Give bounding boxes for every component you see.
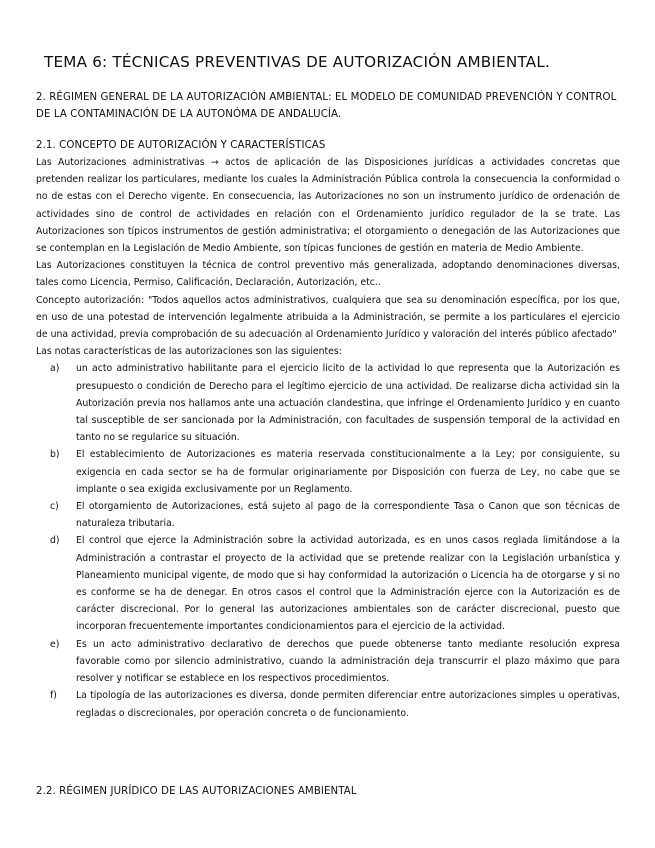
document-title: TEMA 6: TÉCNICAS PREVENTIVAS DE AUTORIZACIÓN AMBIENTAL. bbox=[44, 53, 551, 71]
list-item bbox=[36, 687, 620, 721]
section-2-1-body bbox=[36, 154, 620, 722]
list-item-label: c) bbox=[50, 501, 59, 513]
list-item-text: un acto administrativo habilitante para el ejercicio licito de la actividad lo que representa que la Autorización es presupuesto o condición de Derecho para el legítimo ejercicio de una actividad. De realizarse dicha actividad sin la Autorización previa nos hallamos ante una actuación clandestina, que infringe el Ordenamiento Jurídico y en cuanto tal susceptible de ser sancionada por la Administración, con facultades de suspensión temporal de la actividad en tanto no se regularice su situación. bbox=[76, 363, 620, 444]
characteristics-list bbox=[36, 360, 620, 721]
list-item-text: El establecimiento de Autorizaciones es materia reservada constitucionalmente a la Ley; por consiguiente, su exigencia en cada sector se ha de formular originariamente por Disposición con fuerza de Ley, no cabe que se implante o sea exigida exclusivamente por un Reglamento. bbox=[76, 449, 620, 495]
list-item bbox=[36, 360, 620, 446]
list-item-label: b) bbox=[50, 449, 60, 461]
list-item bbox=[36, 446, 620, 498]
list-item-label: e) bbox=[50, 638, 60, 650]
list-item-text: El control que ejerce la Administración sobre la actividad autorizada, es en unos casos reglada limitándose a la Administración a contrastar el proyecto de la actividad que se pretende realizar con la Legislación urbanística y Planeamiento municipal vigente, de modo que si hay conformidad la autorización o Licencia ha de otorgarse y si no es conforme se ha de denegar. En otros casos el control que la Administración ejerce con la Autorización es de carácter discrecional. Por lo general las autorizaciones ambientales son de carácter discrecional, puesto que incorporan frecuentemente importantes condicionamientos para el ejercicio de la actividad. bbox=[76, 535, 620, 633]
paragraph-concept: Concepto autorización: "Todos aquellos actos administrativos, cualquiera que sea su denominación específica, por los que, en uso de una potestad de intervención legalmente atribuida a la Administración, se permite a los particulares el ejercicio de una actividad, previa comprobación de su adecuación al Ordenamiento Jurídico y valoración del interés público afectado" bbox=[36, 294, 620, 341]
section-2-1-heading: 2.1. CONCEPTO DE AUTORIZACIÓN Y CARACTERÍSTICAS bbox=[36, 140, 326, 151]
section-2-heading: 2. RÉGIMEN GENERAL DE LA AUTORIZACIÓN AMBIENTAL: EL MODELO DE COMUNIDAD PREVENCIÓN Y CONTROL DE LA CONTAMINACIÓN DE LA AUTONÓMA DE ANDALUCÍA. bbox=[36, 92, 617, 120]
list-item-label: d) bbox=[50, 535, 60, 547]
list-item-text: El otorgamiento de Autorizaciones, está sujeto al pago de la correspondiente Tasa o Canon que son técnicas de naturaleza tributaria. bbox=[76, 501, 620, 530]
paragraph-notes-intro: Las notas características de las autorizaciones son las siguientes: bbox=[36, 346, 342, 358]
list-item bbox=[36, 532, 620, 635]
paragraph-preventive-control: Las Autorizaciones constituyen la técnica de control preventivo más generalizada, adoptando denominaciones diversas, tales como Licencia, Permiso, Calificación, Declaración, Autorización, etc.. bbox=[36, 260, 620, 289]
list-item bbox=[36, 498, 620, 532]
list-item-text: La tipología de las autorizaciones es diversa, donde permiten diferenciar entre autorizaciones simples u operativas, regladas o discrecionales, por operación concreta o de funcionamiento. bbox=[76, 690, 620, 719]
list-item bbox=[36, 636, 620, 688]
paragraph-definition: Las Autorizaciones administrativas → actos de aplicación de las Disposiciones jurídicas a actividades concretas que pretenden realizar los particulares, mediante los cuales la Administración Pública controla la consecuencia la conformidad o no de estas con el Derecho vigente. En consecuencia, las Autorizaciones no son un instrumento jurídico de ordenación de actividades sino de control de actividades en relación con el Ordenamiento jurídico regulador de la se trate. Las Autorizaciones son típicos instrumentos de gestión administrativa; el otorgamiento o denegación de las Autorizaciones que se contemplan en la Legislación de Medio Ambiente, son típicas funciones de gestión en materia de Medio Ambiente. bbox=[36, 157, 620, 255]
list-item-text: Es un acto administrativo declarativo de derechos que puede obtenerse tanto mediante resolución expresa favorable como por silencio administrativo, cuando la administración deja transcurrir el plazo máximo que para resolver y notificar se establece en los respectivos procedimientos. bbox=[76, 638, 620, 685]
section-2-2-heading: 2.2. RÉGIMEN JURÍDICO DE LAS AUTORIZACIONES AMBIENTAL bbox=[36, 786, 357, 797]
list-item-label: a) bbox=[50, 363, 60, 375]
list-item-label: f) bbox=[50, 690, 57, 702]
